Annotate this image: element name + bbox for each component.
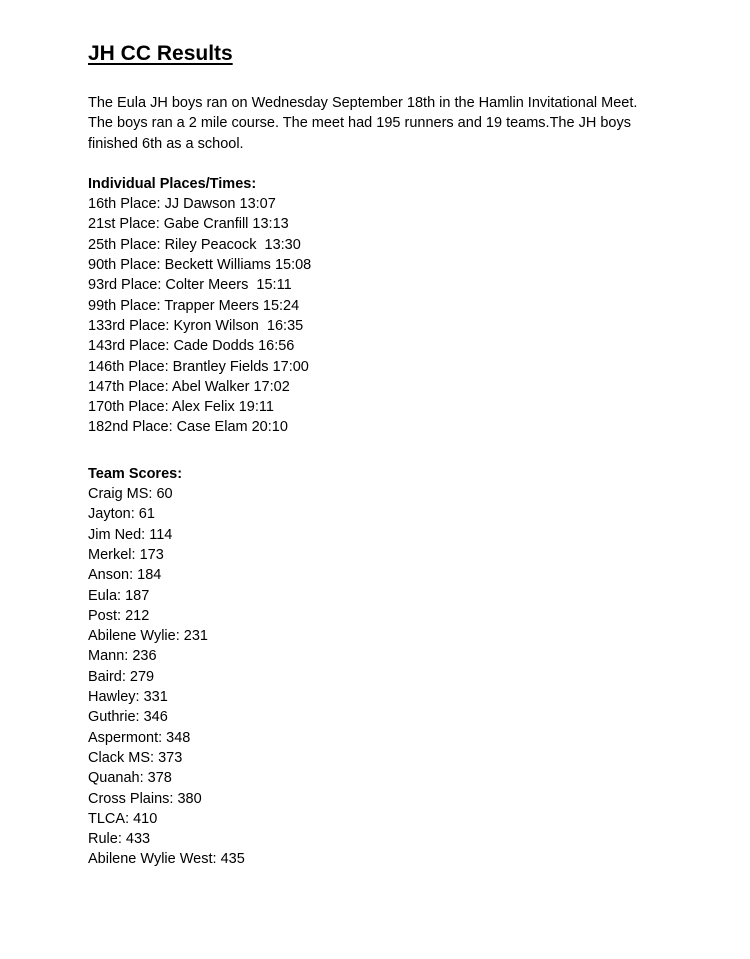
intro-line: finished 6th as a school.: [88, 135, 244, 152]
individual-result-item: 93rd Place: Colter Meers 15:11: [88, 277, 292, 294]
individual-result-item: 21st Place: Gabe Cranfill 13:13: [88, 216, 289, 233]
intro-line: The boys ran a 2 mile course. The meet had 195 runners and 19 teams.The JH boys: [88, 115, 631, 132]
team-score-item: Jim Ned: 114: [88, 526, 173, 543]
team-score-item: Cross Plains: 380: [88, 790, 202, 807]
team-score-item: Mann: 236: [88, 648, 157, 665]
individual-results-section: [88, 174, 688, 438]
individual-result-item: 133rd Place: Kyron Wilson 16:35: [88, 317, 304, 334]
team-scores-list: [88, 484, 688, 870]
team-score-item: Abilene Wylie: 231: [88, 628, 208, 645]
individual-result-item: 16th Place: JJ Dawson 13:07: [88, 196, 276, 213]
individual-list: [88, 194, 688, 438]
individual-result-item: 147th Place: Abel Walker 17:02: [88, 378, 290, 395]
page-title: JH CC Results: [88, 42, 233, 65]
individual-heading: Individual Places/Times:: [88, 175, 257, 192]
team-score-item: Eula: 187: [88, 587, 150, 604]
team-scores-heading: Team Scores:: [88, 465, 183, 482]
intro-paragraph: [88, 93, 688, 154]
individual-result-item: 90th Place: Beckett Williams 15:08: [88, 257, 312, 274]
individual-result-item: 182nd Place: Case Elam 20:10: [88, 419, 288, 436]
team-score-item: Anson: 184: [88, 567, 162, 584]
team-score-item: Clack MS: 373: [88, 749, 183, 766]
team-score-item: Rule: 433: [88, 831, 151, 848]
team-score-item: Quanah: 378: [88, 770, 172, 787]
team-score-item: Merkel: 173: [88, 546, 164, 563]
document-page: [88, 40, 688, 870]
individual-result-item: 146th Place: Brantley Fields 17:00: [88, 358, 309, 375]
individual-result-item: 25th Place: Riley Peacock 13:30: [88, 236, 301, 253]
team-score-item: Craig MS: 60: [88, 486, 173, 503]
team-score-item: Abilene Wylie West: 435: [88, 851, 245, 868]
team-score-item: Aspermont: 348: [88, 729, 191, 746]
team-score-item: TLCA: 410: [88, 810, 158, 827]
intro-line: The Eula JH boys ran on Wednesday September 18th in the Hamlin Invitational Meet.: [88, 95, 638, 111]
individual-result-item: 99th Place: Trapper Meers 15:24: [88, 297, 300, 314]
team-score-item: Baird: 279: [88, 668, 155, 685]
team-score-item: Jayton: 61: [88, 506, 155, 523]
team-scores-section: [88, 464, 688, 870]
team-score-item: Hawley: 331: [88, 689, 168, 706]
individual-result-item: 170th Place: Alex Felix 19:11: [88, 399, 274, 416]
team-score-item: Guthrie: 346: [88, 709, 168, 726]
individual-result-item: 143rd Place: Cade Dodds 16:56: [88, 338, 295, 355]
team-score-item: Post: 212: [88, 607, 150, 624]
